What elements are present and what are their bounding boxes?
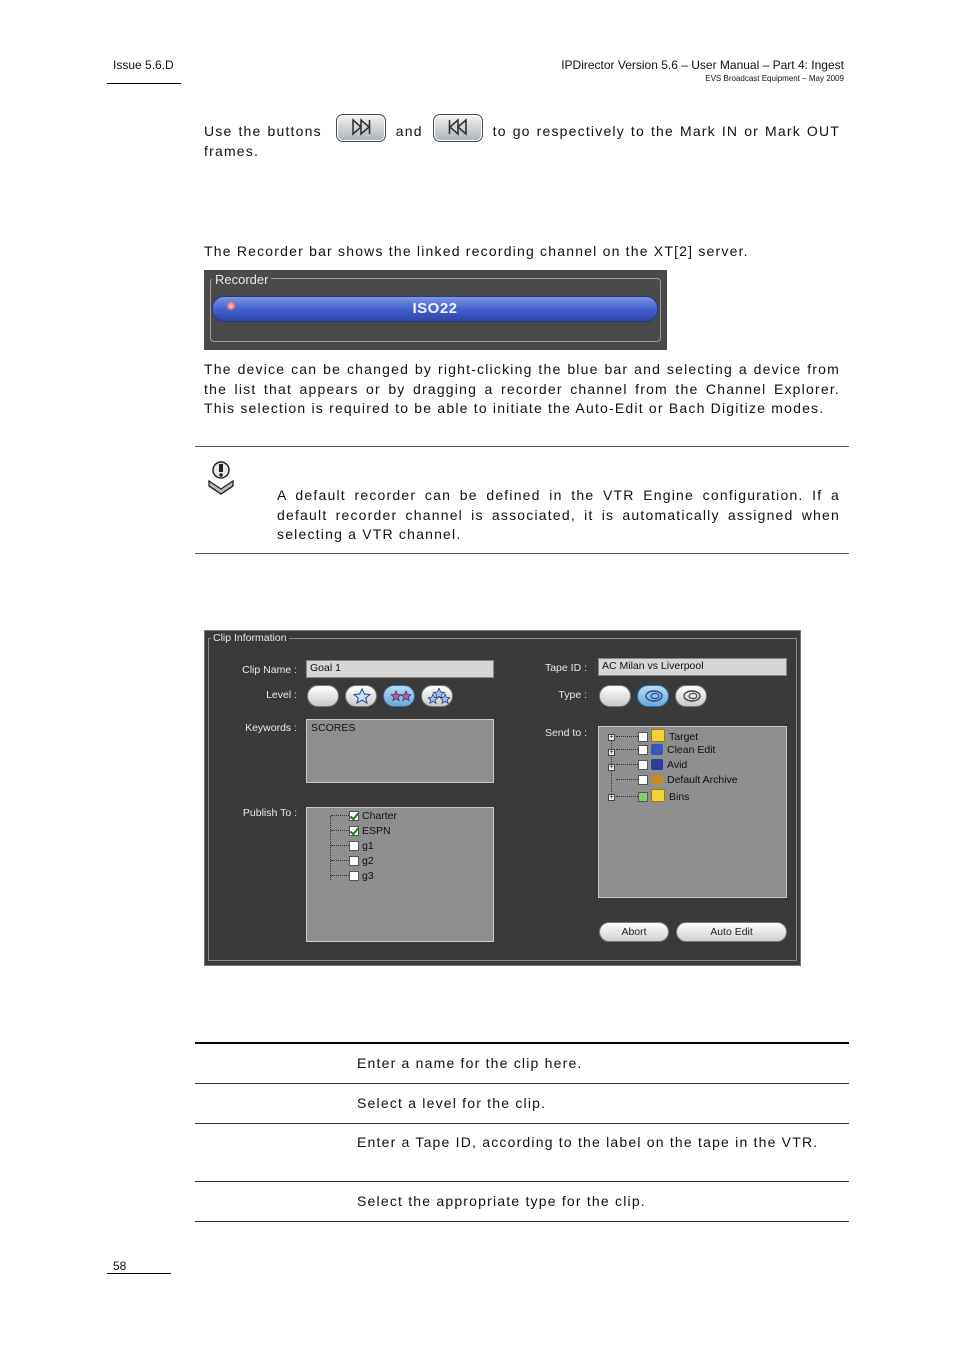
publish-item-g1[interactable]: g1 xyxy=(331,840,374,855)
clip-name-label: Clip Name : xyxy=(242,664,297,676)
type-one-button[interactable] xyxy=(637,685,669,707)
recorder-channel-name: ISO22 xyxy=(412,300,458,317)
clip-information-panel xyxy=(204,630,801,966)
recorder-panel xyxy=(204,270,667,350)
footer-rule xyxy=(107,1273,171,1274)
page-number: 58 xyxy=(113,1259,127,1273)
note-top-rule xyxy=(195,446,849,447)
recorder-channel-bar[interactable] xyxy=(212,296,658,322)
avid-icon xyxy=(651,759,663,770)
publish-item-espn[interactable]: ESPN xyxy=(331,825,391,840)
goto-mark-in-icon xyxy=(336,114,386,142)
send-checkbox-default-archive[interactable] xyxy=(638,775,648,785)
send-checkbox-bins[interactable] xyxy=(638,792,648,802)
clip-name-input[interactable]: Goal 1 xyxy=(306,660,494,678)
note-text: A default recorder can be defined in the VTR Engine configuration. If a default recorder channel is associated, it is automatically assigned when selecting a VTR channel. xyxy=(277,487,840,542)
send-checkbox-avid[interactable] xyxy=(638,760,648,770)
abort-button[interactable]: Abort xyxy=(599,922,669,942)
level-two-star-button[interactable] xyxy=(383,685,415,707)
level-none-button[interactable] xyxy=(307,685,339,707)
archive-icon xyxy=(651,774,663,785)
publish-item-charter[interactable]: Charter xyxy=(331,810,397,825)
recorder-paragraph: The Recorder bar shows the linked recording channel on the XT[2] server. xyxy=(204,243,749,259)
intro-text-3: to go respectively to the Mark IN or Mark OUT frames. xyxy=(204,123,841,159)
publish-item-g2[interactable]: g2 xyxy=(331,855,374,870)
send-item-clean-edit[interactable]: Clean Edit xyxy=(616,744,715,759)
level-one-star-button[interactable] xyxy=(345,685,377,707)
expand-target-icon[interactable]: + xyxy=(609,734,614,741)
definition-tape-id: Enter a Tape ID, according to the label on the tape in the VTR. xyxy=(357,1134,819,1150)
publish-checkbox-espn[interactable] xyxy=(349,826,359,836)
publish-to-tree[interactable] xyxy=(306,807,494,942)
header-title-block xyxy=(561,58,844,83)
manual-title: IPDirector Version 5.6 – User Manual – Part 4: Ingest xyxy=(561,58,844,72)
publish-checkbox-g2[interactable] xyxy=(349,856,359,866)
header-rule xyxy=(107,83,181,84)
recorder-legend: Recorder xyxy=(212,272,271,287)
tape-id-label: Tape ID : xyxy=(544,662,587,674)
publish-checkbox-g1[interactable] xyxy=(349,841,359,851)
expand-bins-icon[interactable]: + xyxy=(609,794,614,801)
intro-text-2: and xyxy=(395,123,423,139)
publish-item-g3[interactable]: g3 xyxy=(331,870,374,885)
intro-paragraph xyxy=(204,114,840,162)
clip-information-legend: Clip Information xyxy=(213,632,287,644)
keywords-input[interactable]: SCORES xyxy=(306,719,494,783)
type-label: Type : xyxy=(558,689,587,701)
definition-clip-name: Enter a name for the clip here. xyxy=(357,1055,583,1071)
send-to-label: Send to : xyxy=(544,727,587,739)
send-to-tree[interactable] xyxy=(598,726,787,898)
expand-avid-icon[interactable]: + xyxy=(609,764,614,771)
issue-label: Issue 5.6.D xyxy=(113,58,174,72)
table-row-rule xyxy=(195,1181,849,1182)
send-checkbox-target[interactable] xyxy=(638,732,648,742)
note-bottom-rule xyxy=(195,553,849,554)
type-none-button[interactable] xyxy=(599,685,631,707)
table-bottom-rule xyxy=(195,1221,849,1222)
definition-type: Select the appropriate type for the clip. xyxy=(357,1193,646,1209)
tape-id-input[interactable]: AC Milan vs Liverpool xyxy=(598,658,787,676)
note-icon xyxy=(205,459,237,504)
send-item-default-archive[interactable]: Default Archive xyxy=(616,774,738,789)
send-item-target[interactable]: Target xyxy=(616,729,698,744)
type-two-button[interactable] xyxy=(675,685,707,707)
keywords-label: Keywords : xyxy=(245,722,297,734)
folder-icon xyxy=(651,729,665,742)
table-top-rule xyxy=(195,1042,849,1044)
level-three-star-button[interactable] xyxy=(421,685,453,707)
clean-edit-icon xyxy=(651,744,663,755)
table-row-rule xyxy=(195,1123,849,1124)
send-checkbox-clean-edit[interactable] xyxy=(638,745,648,755)
expand-clean-edit-icon[interactable]: + xyxy=(609,749,614,756)
publish-checkbox-g3[interactable] xyxy=(349,871,359,881)
level-label: Level : xyxy=(266,689,297,701)
send-item-avid[interactable]: Avid xyxy=(616,759,687,774)
publish-to-label: Publish To : xyxy=(242,807,297,819)
definition-level: Select a level for the clip. xyxy=(357,1095,547,1111)
publish-checkbox-charter[interactable] xyxy=(349,811,359,821)
bin-icon xyxy=(651,789,665,802)
device-paragraph: The device can be changed by right-clicking the blue bar and selecting a device from the list that appears or by dragging a recorder channel from the Channel Explorer. This selection is required to be able to initiate the Auto-Edit or Bach Digitize modes. xyxy=(204,361,840,416)
auto-edit-button[interactable]: Auto Edit xyxy=(676,922,787,942)
send-item-bins[interactable]: Bins xyxy=(616,789,689,804)
intro-text-1: Use the buttons xyxy=(204,123,322,139)
table-row-rule xyxy=(195,1083,849,1084)
manual-subtitle: EVS Broadcast Equipment – May 2009 xyxy=(705,74,844,83)
goto-mark-out-icon xyxy=(433,114,483,142)
